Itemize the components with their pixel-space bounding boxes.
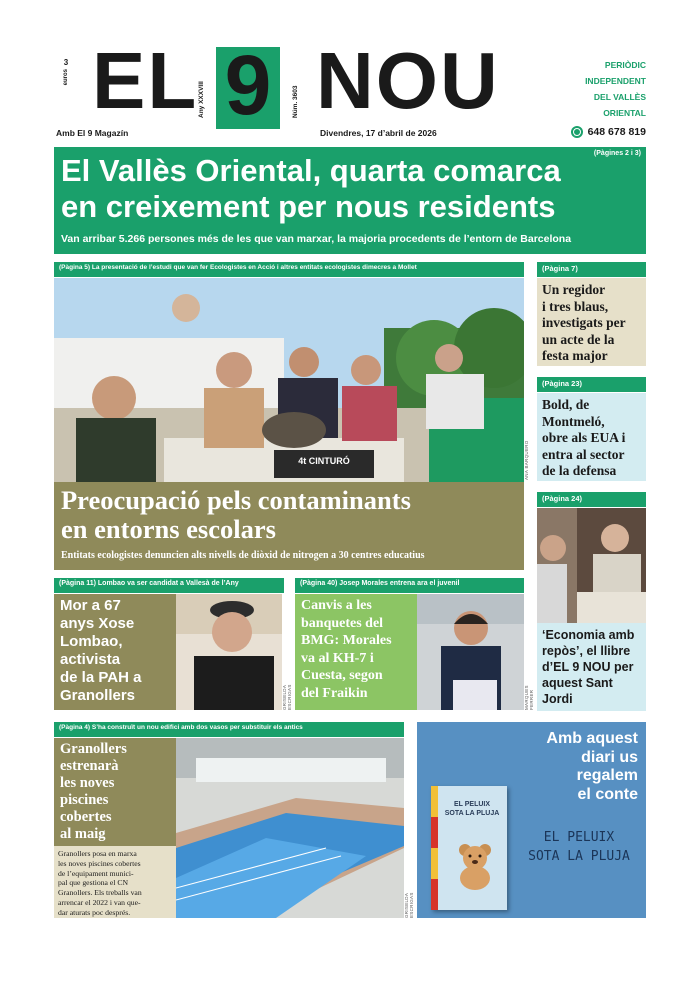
morales-line: banquetes del <box>301 615 384 631</box>
piscines-headline-line: Granollers <box>60 741 127 757</box>
book-title-line: SOTA LA PLUJA <box>528 849 630 864</box>
teddy-bear-icon <box>453 840 497 890</box>
morales-line: del Fraikin <box>301 685 368 701</box>
piscines-headline-line: estrenarà <box>60 758 119 774</box>
piscines-tag: (Pàgina 4) S’ha construït un nou edifici amb dos vasos per substituir els antics <box>54 722 404 737</box>
supplement-label: Amb El 9 Magazín <box>56 128 129 138</box>
price <box>56 58 76 85</box>
lombao-line: anys Xose <box>60 615 135 632</box>
promo-line: el conte <box>577 785 638 803</box>
tagline <box>552 57 646 121</box>
price-number: 3 <box>63 58 69 67</box>
piscines-photo[interactable] <box>176 738 404 918</box>
book-title-line: EL PELUIX <box>543 830 615 845</box>
piscines-body-line: de l’equipament munici- <box>58 868 134 878</box>
lombao-photo-credit: GRISELDA ESCRIGAS <box>282 684 292 710</box>
promo-line: diari us <box>581 748 638 766</box>
piscines-body-line: les noves piscines cobertes <box>58 858 141 868</box>
main-story-headline-1: Preocupació pels contaminants <box>61 485 411 515</box>
piscines-photo-credit: GRISELDA ESCRIGAS <box>404 892 414 918</box>
sidebar-item1[interactable] <box>537 278 646 366</box>
piscines-body-line: arrencar el 2022 i van que- <box>58 897 141 907</box>
piscines-headline-line: al maig <box>60 826 106 842</box>
sidebar-item1-line: un acte de la <box>542 331 615 347</box>
sidebar-item3[interactable] <box>537 623 646 711</box>
piscines-body-line: pal que gestiona el CN <box>58 878 129 888</box>
piscines-photo-illustration <box>176 738 404 918</box>
sidebar-item2[interactable] <box>537 393 646 481</box>
date-label: Divendres, 17 d’abril de 2026 <box>320 128 437 138</box>
sidebar-item3-line: Jordi <box>542 692 573 706</box>
piscines-body <box>54 846 176 918</box>
book-title <box>517 828 641 866</box>
sidebar-item1-line: i tres blaus, <box>542 298 609 314</box>
morales-line: Canvis a les <box>301 598 372 613</box>
lombao-line: de la PAH a <box>60 669 142 686</box>
main-story-subhead: Entitats ecologistes denuncien alts nivells de diòxid de nitrogen a 30 centres educatius <box>61 550 425 561</box>
sidebar-item3-photo-illustration <box>537 508 646 623</box>
lombao-photo-illustration <box>176 594 282 710</box>
main-story-photo-illustration <box>54 278 524 482</box>
tagline-line: DEL VALLÈS <box>593 92 646 102</box>
tagline-line: PERIÒDIC <box>604 60 646 70</box>
piscines-body-line: Granollers posa en marxa <box>58 849 137 858</box>
sidebar-item2-line: Montmeló, <box>542 413 605 429</box>
masthead-nou: NOU <box>316 36 500 125</box>
sidebar-item3-line: d’EL 9 NOU per <box>542 660 634 674</box>
lead-story[interactable] <box>54 147 646 254</box>
piscines-headline-line: cobertes <box>60 809 112 825</box>
phone[interactable] <box>552 123 646 139</box>
masthead-el: EL <box>92 36 199 125</box>
sidebar-item2-line: entra al sector <box>542 446 625 462</box>
year-label: Any XXXVIII <box>198 81 205 118</box>
main-story-photo-credit: ANA BARQUERO <box>524 440 529 480</box>
main-story-headline-2: en entorns escolars <box>61 514 276 544</box>
sidebar-item2-tag: (Pàgina 23) <box>537 377 646 392</box>
cover-title-line: EL PELUIX <box>453 801 491 808</box>
lead-headline-2: en creixement per nous residents <box>61 189 556 224</box>
whatsapp-icon <box>571 126 583 138</box>
morales-tag: (Pàgina 40) Josep Morales entrena ara el juvenil <box>295 578 524 593</box>
promo-line: Amb aquest <box>546 730 638 747</box>
sidebar-item1-tag: (Pàgina 7) <box>537 262 646 277</box>
lombao-tag: (Pàgina 11) Lombao va ser candidat a Vallesà de l’Any <box>54 578 284 593</box>
sidebar-item3-tag: (Pàgina 24) <box>537 492 646 507</box>
promo[interactable] <box>417 722 646 918</box>
sidebar-item1-line: Un regidor <box>542 282 606 297</box>
phone-number: 648 678 819 <box>587 125 646 138</box>
piscines-headline-line: les noves <box>60 775 115 791</box>
piscines-body-line: dar aturats poc després. <box>58 907 131 917</box>
main-story-tag: (Pàgina 5) La presentació de l’estudi que van fer Ecologistes en Acció i altres entitats ecologistes dimecres a Mollet <box>54 262 524 277</box>
piscines-headline-line: piscines <box>60 792 109 808</box>
morales-line: va al KH-7 i <box>301 650 374 666</box>
lombao-photo[interactable] <box>176 594 282 710</box>
morales-photo[interactable] <box>417 594 524 710</box>
lombao-line: Lombao, <box>60 633 123 650</box>
sidebar-item3-line: ‘Economia amb <box>542 628 635 642</box>
morales-photo-illustration <box>417 594 524 710</box>
banner-text: 4t CINTURÓ <box>298 456 350 466</box>
sidebar-item3-line: repòs’, el llibre <box>542 644 631 658</box>
issue-label: Núm. 3603 <box>292 85 299 118</box>
morales-photo-credit: MARQUES FERRER <box>524 685 534 710</box>
sidebar-item2-line: obre als EUA i <box>542 430 626 445</box>
price-unit: euros <box>63 69 69 86</box>
main-story-photo[interactable] <box>54 278 524 482</box>
lead-headline-1: El Vallès Oriental, quarta comarca <box>61 153 561 188</box>
morales-line: BMG: Morales <box>301 633 392 648</box>
sidebar-item3-line: aquest Sant <box>542 676 613 690</box>
sidebar-item1-line: festa major <box>542 348 608 363</box>
main-story-headline-box[interactable] <box>54 482 524 570</box>
morales-story[interactable] <box>295 594 417 710</box>
cover-title-line: SOTA LA PLUJA <box>444 810 500 817</box>
sidebar-item1-line: investigats per <box>542 315 626 330</box>
sidebar-item2-line: de la defensa <box>542 463 617 478</box>
masthead <box>0 0 700 145</box>
lombao-story[interactable] <box>54 594 176 710</box>
lombao-line: activista <box>60 651 121 668</box>
lombao-line: Mor a 67 <box>60 597 121 614</box>
tagline-line: ORIENTAL <box>603 108 646 118</box>
lead-pages: (Pàgines 2 i 3) <box>593 150 641 157</box>
lombao-line: Granollers <box>60 687 136 704</box>
sidebar-item2-line: Bold, de <box>542 397 590 412</box>
sidebar-item3-photo[interactable] <box>537 508 646 623</box>
cover-title <box>439 800 505 818</box>
masthead-9: 9 <box>224 38 272 132</box>
piscines-headline-box[interactable] <box>54 738 176 846</box>
promo-line: regalem <box>576 767 638 784</box>
morales-line: Cuesta, segon <box>301 668 383 683</box>
piscines-body-line: Granollers. Els treballs van <box>58 888 142 898</box>
book-spine <box>431 786 438 910</box>
tagline-line: INDEPENDENT <box>585 76 646 86</box>
book-cover <box>431 786 507 910</box>
lead-subhead: Van arribar 5.266 persones més de les que van marxar, la majoria procedents de l’entorn de Barcelona <box>61 233 572 245</box>
